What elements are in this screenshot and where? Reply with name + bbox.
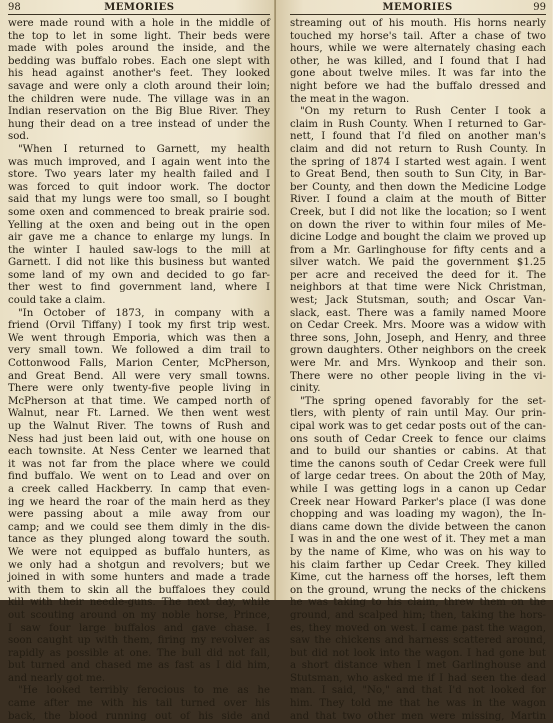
text-line: We were not equipped as buffalo hunters, as [8, 546, 270, 558]
text-line: were made round with a hole in the middle of [8, 18, 270, 29]
text-line: on down the river to within four miles of Me- [290, 219, 546, 231]
text-line: McPherson at that time. We camped north of [8, 395, 270, 407]
text-line: Garnett. I did not like this business but wanted [8, 257, 270, 269]
header-rule-right [290, 14, 546, 15]
left-page [0, 0, 276, 722]
text-line: could take a claim. [8, 295, 106, 307]
text-line: on the ground, wrung the necks of the chickens [290, 584, 546, 596]
text-line: a creek called Hackberry. In camp that even- [8, 483, 270, 495]
text-line: slack, east. There was a family named Moore [290, 307, 546, 319]
text-line: the winter I hauled saw-logs to the mill at [8, 244, 270, 256]
text-line: some oxen and commenced to break prairie sod. [8, 206, 270, 218]
text-line: "The spring opened favorably for the set- [300, 395, 546, 407]
text-line: by the name of Kime, who was on his way to [290, 546, 546, 558]
text-line: but turned and chased me as fast as I did him, [8, 660, 270, 672]
text-line: night before we had the buffalo dressed and [290, 80, 546, 92]
text-line: Walnut, near Ft. Larned. We then went west [8, 408, 270, 420]
text-line: made with poles around the inside, and the [8, 43, 270, 55]
text-line: hours, while we were alternately chasing each [290, 43, 546, 55]
text-line: soon caught up with them, firing my revolver as [8, 635, 270, 647]
text-line: touched my horse's tail. After a chase of two [290, 30, 546, 42]
text-line: the meat in the wagon. [290, 93, 410, 105]
running-head-right [290, 3, 546, 13]
text-line: Ness had just been laid out, with one house on [8, 433, 270, 445]
text-line: very small town. We followed a dim trail to [8, 345, 270, 357]
running-title-right: MEMORIES [382, 2, 453, 13]
text-line: back, the blood running out of his side and [8, 710, 270, 722]
text-line: were passing about a mile away from our [8, 509, 270, 521]
text-line: Yelling at the oxen and being out in the open [8, 219, 270, 231]
text-line: ing we heard the roar of the main herd as they [8, 496, 270, 508]
text-line: I saw four large buffalos and gave chase. I [8, 622, 270, 634]
right-page [276, 0, 552, 722]
text-line: I was in and the one west of it. They met a man [290, 534, 546, 546]
running-head-left [8, 3, 270, 13]
text-line: cipal work was to get cedar posts out of the can- [290, 421, 546, 432]
text-line: grown daughters. Other neighbors on the creek [290, 345, 546, 357]
text-line: west; Jack Stutsman, south; and Oscar Van- [290, 295, 546, 307]
text-line: the children were nude. The village was in an [8, 93, 270, 105]
text-line: savage and were only a cloth around their loin; [8, 80, 270, 92]
text-line: "On my return to Rush Center I took a [300, 106, 546, 118]
text-line: and that two other men were missing, Martin [290, 710, 546, 722]
text-line: with them to skin all the buffaloes they could [8, 584, 270, 596]
text-line: and nearly got me. [8, 672, 106, 684]
text-line: other, he was killed, and I found that I had [290, 55, 546, 67]
text-line: tance as they plunged along toward the south. [8, 534, 270, 546]
text-line: air gave me a chance to enlarge my lungs. In [8, 232, 270, 244]
text-line: kill with their needle-guns. The next day, while [8, 597, 270, 609]
text-line: and Great Bend. All were very small towns. [8, 370, 270, 382]
text-line: dians came down the divide between the canon [290, 521, 546, 533]
text-line: a short distance when I met Garlinghouse and [290, 660, 546, 672]
text-line: rapidly as possible at one. The bull did not fall, [8, 647, 270, 659]
text-line: Kime, cut the harness off the horses, left them [290, 572, 546, 584]
text-line: "He looked terribly ferocious to me as he [18, 685, 270, 697]
page-number-right: 99 [533, 2, 546, 13]
text-line: him. They told me that he was in the wagon [290, 698, 546, 710]
left-page-text [8, 18, 270, 723]
text-line: ther west to find government land, where I [8, 282, 270, 294]
text-line: We went through Emporia, which was then a [8, 332, 270, 344]
text-line: we only had a shotgun and revolvers; but we [8, 559, 270, 571]
text-line: said that my lungs were too small, so I bought [8, 194, 270, 206]
text-line: up the Walnut River. The towns of Rush and [8, 421, 270, 432]
text-line: his claim farther up Cedar Creek. They killed [290, 559, 546, 571]
text-line: on Cedar Creek. Mrs. Moore was a widow with [290, 320, 546, 332]
text-line: Cottonwood Falls, Marion Center, McPherson, [8, 358, 270, 370]
text-line: dicine Lodge and bought the claim we proved up [290, 232, 546, 244]
text-line: nett, I found that I'd filed on another man's [290, 131, 546, 143]
text-line: out scouting around on my noble horse, Prince, [8, 609, 270, 621]
text-line: his head against another's feet. They looked [8, 68, 270, 80]
text-line: Indian reservation on the Big Blue River. They [8, 106, 270, 118]
text-line: to Great Bend, then south to Sun City, in Bar- [290, 169, 546, 181]
text-line: There were only twenty-five people living in [8, 383, 270, 395]
text-line: man. I said, "No," and that I'd not looked for [290, 685, 546, 697]
text-line: it was not far from the place where we could [8, 458, 270, 470]
text-line: he was taking to his claim, threw them on the [290, 597, 546, 609]
text-line: was forced to quit indoor work. The doctor [8, 181, 270, 193]
text-line: was much improved, and I again went into the [8, 156, 270, 168]
text-line: claim in Rush County. When I returned to Gar- [290, 118, 546, 130]
text-line: River. I found a claim at the mouth of Bitter [290, 194, 546, 206]
text-line: "In October of 1873, in company with a [18, 307, 270, 319]
right-page-text [290, 18, 546, 723]
page-number-left: 98 [8, 2, 21, 13]
text-line: bedding was buffalo robes. Each one slept with [8, 55, 270, 67]
text-line: and to build our shanties or cabins. At that [290, 446, 546, 458]
text-line: claim and did not return to Rush County. In [290, 143, 546, 155]
text-line: streaming out of his mouth. His horns nearly [290, 18, 546, 29]
header-rule-left [8, 14, 270, 15]
text-line: ground, and scalped him; then, taking the hors- [290, 609, 546, 621]
text-line: time the canons south of Cedar Creek were full [290, 458, 546, 470]
text-line: Creek near Howard Parker's place (I was done [290, 496, 546, 508]
text-line: saw the chickens and harness scattered around, [290, 635, 546, 647]
text-line: per acre and received the deed for it. The [290, 269, 546, 281]
text-line: of large cedar trees. On about the 20th of May, [290, 471, 546, 483]
text-line: camp; and we could see them dimly in the dis- [8, 521, 270, 533]
text-line: tlers, with plenty of rain until May. Our prin- [290, 408, 546, 420]
text-line: store. Two years later my health failed and I [8, 169, 270, 181]
text-line: silver watch. We paid the government $1.25 [290, 257, 546, 269]
running-title-left: MEMORIES [104, 2, 175, 13]
text-line: some land of my own and decided to go far- [8, 269, 270, 281]
text-line: the spring of 1874 I started west again. I went [290, 156, 546, 168]
text-line: ons south of Cedar Creek to fence our claims [290, 433, 546, 445]
text-line: "When I returned to Garnett, my health [18, 143, 270, 155]
text-line: There were no other people living in the vi- [290, 370, 546, 382]
text-line: Creek, but I did not like the location; so I went [290, 206, 546, 218]
text-line: ber County, and then down the Medicine Lodge [290, 181, 546, 193]
text-line: es, they moved on west. I came past the wagon, [290, 622, 546, 634]
text-line: from a Mr. Garlinghouse for fifty cents and a [290, 244, 546, 256]
text-line: find buffalo. We went on to Lead and over on [8, 471, 270, 483]
text-line: three sons, John, Joseph, and Henry, and three [290, 332, 546, 344]
text-line: chopping and was loading my wagon), the In- [290, 509, 546, 521]
text-line: Stutsman, who asked me if I had seen the dead [290, 672, 546, 684]
text-line: joined in with some hunters and made a trade [8, 572, 270, 584]
text-line: while I was getting logs in a canon up Cedar [290, 483, 546, 495]
text-line: sod. [8, 131, 30, 143]
text-line: each townsite. At Ness Center we learned that [8, 446, 270, 458]
text-line: friend (Orvil Tiffany) I took my first trip west. [8, 320, 270, 332]
text-line: but did not look into the wagon. I had gone but [290, 647, 546, 659]
text-line: were Mr. and Mrs. Wynkoop and their son. [290, 358, 546, 370]
text-line: neighbors at that time were Nick Christman, [290, 282, 546, 294]
text-line: came after me with his tail turned over his [8, 698, 270, 710]
text-line: the top to let in some light. Their beds were [8, 30, 270, 42]
text-line: hung their dead on a tree instead of under the [8, 118, 270, 130]
text-line: gone about twelve miles. It was far into the [290, 68, 546, 80]
text-line: cinity. [290, 383, 321, 395]
